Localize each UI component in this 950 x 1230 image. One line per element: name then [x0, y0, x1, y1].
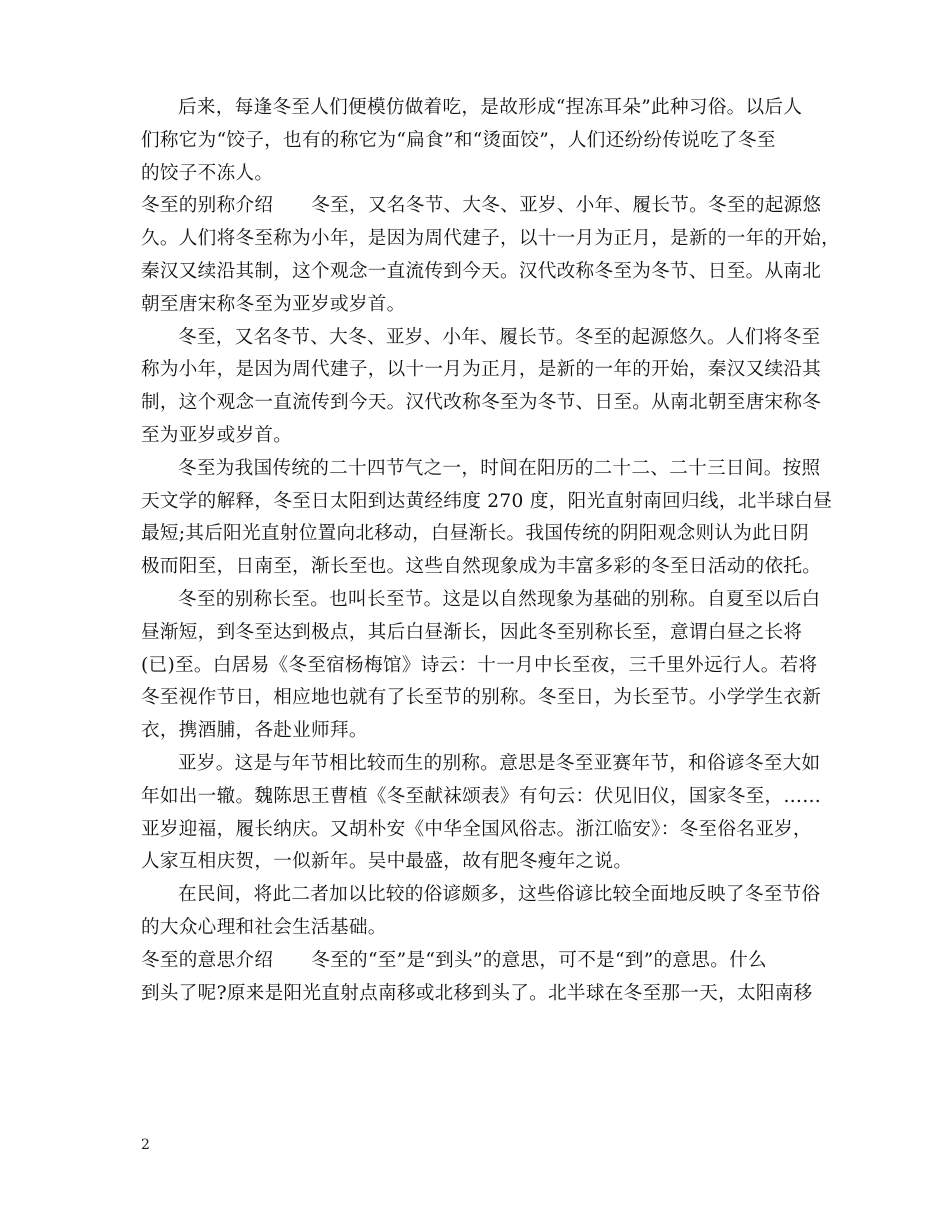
paragraph-line: 冬至的别称长至。也叫长至节。这是以自然现象为基础的别称。自夏至以后白 [178, 588, 821, 610]
section-first-line [141, 945, 813, 978]
paragraph-line-text: 冬至，又名冬节、大冬、亚岁、小年、履长节。冬至的起源悠 [311, 195, 822, 217]
paragraph-line: 冬至为我国传统的二十四节气之一，时间在阳历的二十二、二十三日间。按照 [178, 457, 821, 479]
paragraph-line: 秦汉又续沿其制，这个观念一直流传到今天。汉代改称冬至为冬节、日至。从南北 [141, 260, 822, 282]
paragraph-line: 后来，每逢冬至人们便模仿做着吃，是故形成“捏冻耳朵”此种习俗。以后人 [178, 97, 803, 118]
paragraph-line-text: 冬至的“至”是“到头”的意思，可不是“到”的意思。什么 [311, 949, 767, 971]
paragraph-line: 在民间，将此二者加以比较的俗谚颇多，这些俗谚比较全面地反映了冬至节俗 [178, 884, 821, 906]
paragraph-line: 制，这个观念一直流传到今天。汉代改称冬至为冬节、日至。从南北朝至唐宋称冬 [141, 392, 822, 414]
paragraph-line: 冬至视作节日，相应地也就有了长至节的别称。冬至日，为长至节。小学学生衣新 [141, 687, 822, 709]
paragraph-line: 昼渐短，到冬至达到极点，其后白昼渐长，因此冬至别称长至，意谓白昼之长将 [141, 621, 803, 643]
paragraph-line: 亚岁。这是与年节相比较而生的别称。意思是冬至亚赛年节，和俗谚冬至大如 [178, 752, 821, 774]
document-page [141, 92, 841, 1010]
paragraph-line: (已)至。白居易《冬至宿杨梅馆》诗云：十一月中长至夜，三千里外远行人。若将 [141, 654, 818, 676]
paragraph-line: 称为小年，是因为周代建子，以十一月为正月，是新的一年的开始，秦汉又续沿其 [141, 359, 822, 381]
paragraph-line: 冬至，又名冬节、大冬、亚岁、小年、履长节。冬至的起源悠久。人们将冬至 [178, 326, 821, 348]
paragraph-line: 天文学的解释，冬至日太阳到达黄经纬度 270 度，阳光直射南回归线，北半球白昼 [141, 490, 833, 512]
paragraph-line: 的饺子不冻人。 [141, 162, 274, 184]
paragraph-line: 们称它为“饺子，也有的称它为“扁食”和“烫面饺”，人们还纷纷传说吃了冬至 [141, 129, 776, 151]
section-heading-alias: 冬至的别称介绍 [141, 195, 274, 217]
section-heading-meaning: 冬至的意思介绍 [141, 949, 274, 971]
paragraph-line: 年如出一辙。魏陈思王曹植《冬至献袜颂表》有句云：伏见旧仪，国家冬至，…… [141, 785, 822, 807]
paragraph-line: 最短;其后阳光直射位置向北移动，白昼渐长。我国传统的阴阳观念则认为此日阴 [141, 523, 809, 545]
paragraph-line: 亚岁迎福，履长纳庆。又胡朴安《中华全国风俗志。浙江临安》：冬至俗名亚岁， [141, 818, 812, 840]
paragraph-line: 久。人们将冬至称为小年，是因为周代建子，以十一月为正月，是新的一年的开始， [141, 228, 841, 250]
paragraph-line: 极而阳至，日南至，渐长至也。这些自然现象成为丰富多彩的冬至日活动的依托。 [141, 556, 822, 578]
paragraph-line: 朝至唐宋称冬至为亚岁或岁首。 [141, 293, 406, 315]
paragraph-line: 至为亚岁或岁首。 [141, 424, 293, 446]
paragraph-line: 的大众心理和社会生活基础。 [141, 916, 387, 938]
paragraph-line: 人家互相庆贺，一似新年。吴中最盛，故有肥冬瘦年之说。 [141, 851, 633, 873]
page-number: 2 [141, 1137, 150, 1153]
paragraph-line: 到头了呢?原来是阳光直射点南移或北移到头了。北半球在冬至那一天，太阳南移 [141, 982, 813, 1004]
paragraph-line: 衣，携酒脯，各赴业师拜。 [141, 720, 368, 742]
section-first-line [141, 190, 822, 223]
